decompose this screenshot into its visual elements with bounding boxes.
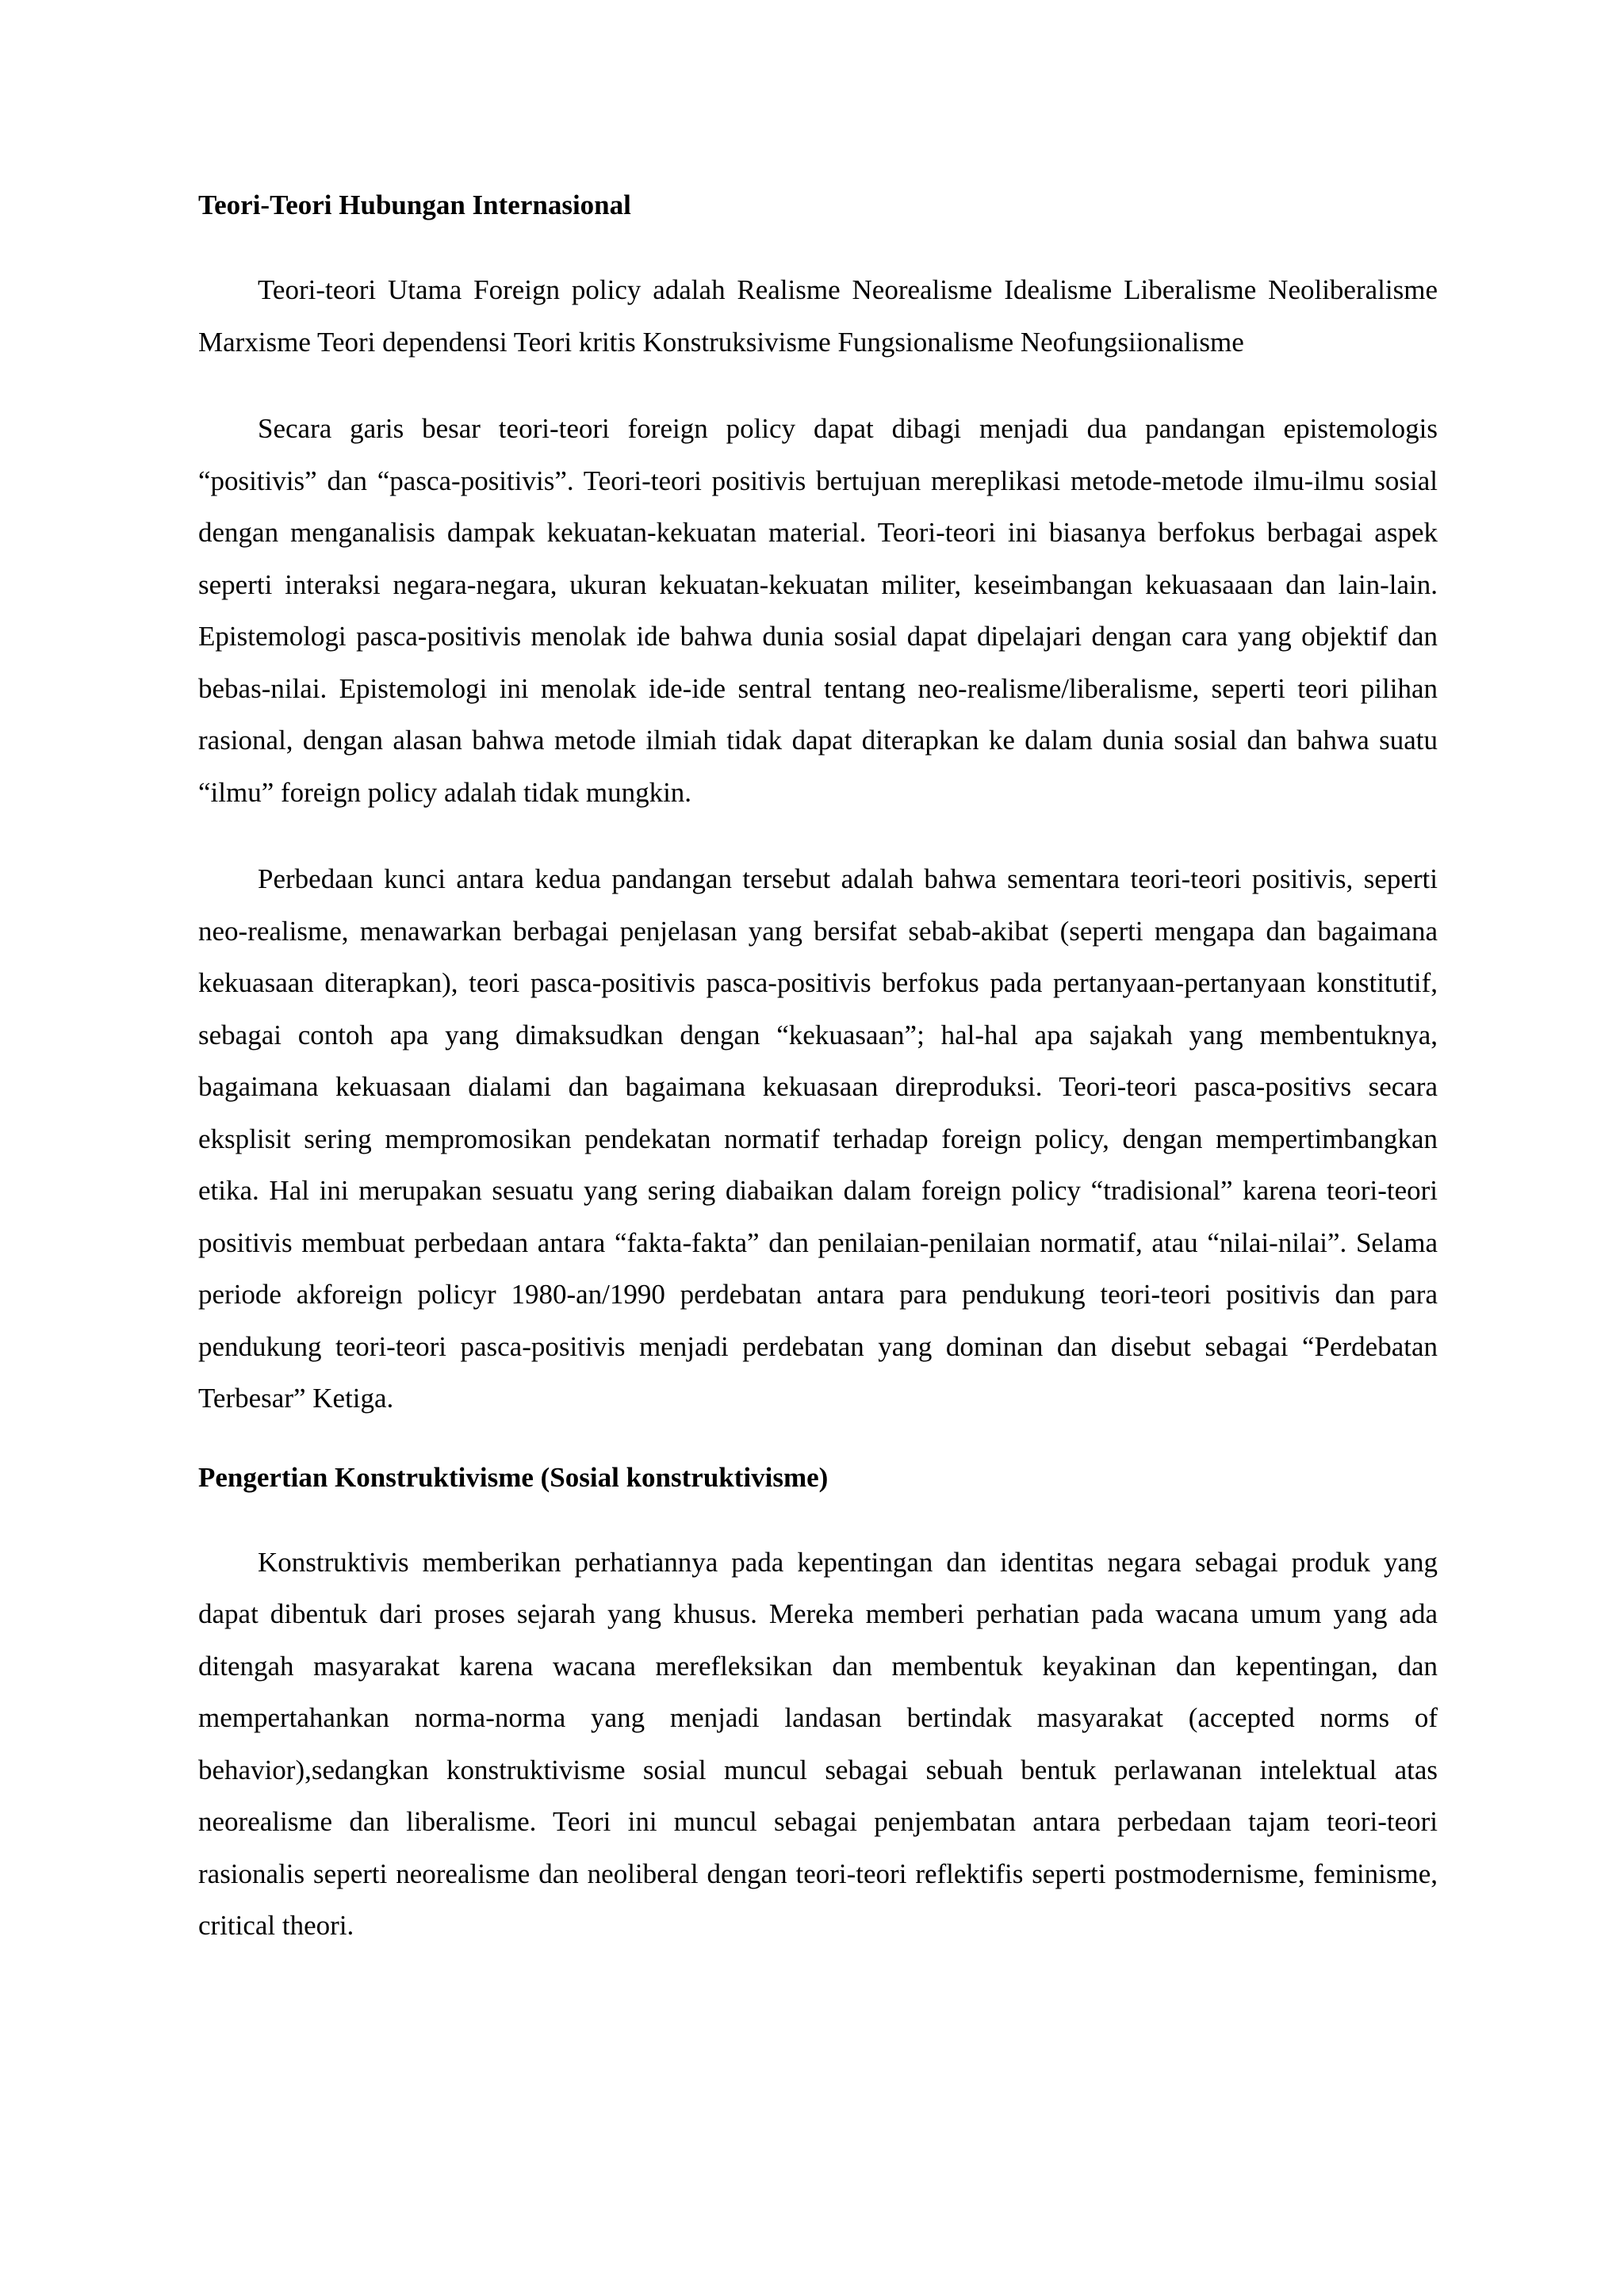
section-heading-teori: Teori-Teori Hubungan Internasional: [198, 189, 631, 220]
paragraph-teori-utama: Teori-teori Utama Foreign policy adalah Realisme Neorealisme Idealisme Liberalisme Neoliberalisme Marxisme Teori dependensi Teori kritis Konstruksivisme Fungsionalisme Neofungsiionalisme: [198, 274, 1438, 358]
section-heading-konstruktivisme: Pengertian Konstruktivisme (Sosial konstruktivisme): [198, 1461, 829, 1493]
document-page: [198, 187, 1438, 1952]
spacer: [198, 368, 1438, 403]
spacer: [198, 1425, 1438, 1460]
spacer: [198, 1495, 1438, 1536]
spacer: [198, 818, 1438, 853]
paragraph-epistemologi: Secara garis besar teori-teori foreign policy dapat dibagi menjadi dua pandangan epistemologis “positivis” dan “pasca-positivis”. Teori-teori positivis bertujuan mereplikasi metode-metode ilmu-ilmu sosial dengan menganalisis dampak kekuatan-kekuatan material. Teori-teori ini biasanya berfokus berbagai aspek seperti interaksi negara-negara, ukuran kekuatan-kekuatan militer, keseimbangan kekuasaaan dan lain-lain. Epistemologi pasca-positivis menolak ide bahwa dunia sosial dapat dipelajari dengan cara yang objektif dan bebas-nilai. Epistemologi ini menolak ide-ide sentral tentang neo-realisme/liberalisme, seperti teori pilihan rasional, dengan alasan bahwa metode ilmiah tidak dapat diterapkan ke dalam dunia sosial dan bahwa suatu “ilmu” foreign policy adalah tidak mungkin.: [198, 413, 1438, 808]
paragraph-konstruktivis: Konstruktivis memberikan perhatiannya pada kepentingan dan identitas negara sebagai produk yang dapat dibentuk dari proses sejarah yang khusus. Mereka memberi perhatian pada wacana umum yang ada ditengah masyarakat karena wacana merefleksikan dan membentuk keyakinan dan kepentingan, dan mempertahankan norma-norma yang menjadi landasan bertindak masyarakat (accepted norms of behavior),sedangkan konstruktivisme sosial muncul sebagai sebuah bentuk perlawanan intelektual atas neorealisme dan liberalisme. Teori ini muncul sebagai penjembatan antara perbedaan tajam teori-teori rasionalis seperti neorealisme dan neoliberal dengan teori-teori reflektifis seperti postmodernisme, feminisme, critical theori.: [198, 1546, 1438, 1941]
paragraph-perbedaan-kunci: Perbedaan kunci antara kedua pandangan tersebut adalah bahwa sementara teori-teori positivis, seperti neo-realisme, menawarkan berbagai penjelasan yang bersifat sebab-akibat (seperti mengapa dan bagaimana kekuasaan diterapkan), teori pasca-positivis pasca-positivis berfokus pada pertanyaan-pertanyaan konstitutif, sebagai contoh apa yang dimaksudkan dengan “kekuasaan”; hal-hal apa sajakah yang membentuknya, bagaimana kekuasaan dialami dan bagaimana kekuasaan direproduksi. Teori-teori pasca-positivs secara eksplisit sering mempromosikan pendekatan normatif terhadap foreign policy, dengan mempertimbangkan etika. Hal ini merupakan sesuatu yang sering diabaikan dalam foreign policy “tradisional” karena teori-teori positivis membuat perbedaan antara “fakta-fakta” dan penilaian-penilaian normatif, atau “nilai-nilai”. Selama periode akforeign policyr 1980-an/1990 perdebatan antara para pendukung teori-teori positivis dan para pendukung teori-teori pasca-positivis menjadi perdebatan yang dominan dan disebut sebagai “Perdebatan Terbesar” Ketiga.: [198, 863, 1438, 1414]
spacer: [198, 223, 1438, 264]
